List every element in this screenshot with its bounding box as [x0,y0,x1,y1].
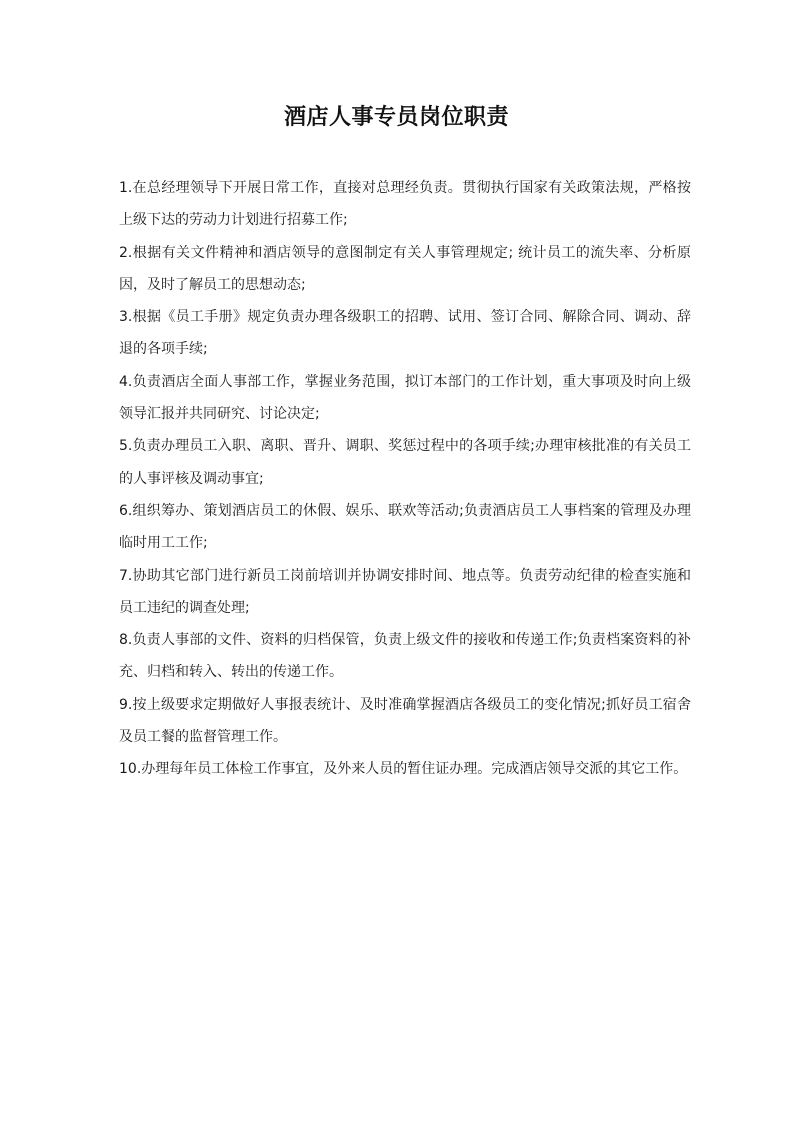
duty-item-8: 8.负责人事部的文件、资料的归档保管，负责上级文件的接收和传递工作;负责档案资料的补充、归档和转入、转出的传递工作。 [119,632,691,681]
duty-item-1: 1.在总经理领导下开展日常工作，直接对总理经负责。贯彻执行国家有关政策法规，严格按上级下达的劳动力计划进行招募工作; [119,180,691,229]
duty-item-9: 9.按上级要求定期做好人事报表统计、及时准确掌握酒店各级员工的变化情况;抓好员工宿舍及员工餐的监督管理工作。 [119,696,691,746]
duty-item-5: 5.负责办理员工入职、离职、晋升、调职、奖惩过程中的各项手续;办理审核批准的有关员工的人事评核及调动事宜; [119,438,691,487]
duty-item-7: 7.协助其它部门进行新员工岗前培训并协调安排时间、地点等。负责劳动纪律的检查实施和员工违纪的调查处理; [119,567,691,616]
duty-item-6: 6.组织筹办、策划酒店员工的休假、娱乐、联欢等活动;负责酒店员工人事档案的管理及办理临时用工工作; [119,502,691,552]
document-body [119,172,691,786]
duty-item-4: 4.负责酒店全面人事部工作，掌握业务范围，拟订本部门的工作计划，重大事项及时向上级领导汇报并共同研究、讨论决定; [119,373,691,423]
duty-item-3: 3.根据《员工手册》规定负责办理各级职工的招聘、试用、签订合同、解除合同、调动、辞退的各项手续; [119,309,691,358]
duty-item-10: 10.办理每年员工体检工作事宜，及外来人员的暂住证办理。完成酒店领导交派的其它工作。 [119,761,688,778]
duty-item-2: 2.根据有关文件精神和酒店领导的意图制定有关人事管理规定; 统计员工的流失率、分析原因，及时了解员工的思想动态; [119,244,691,293]
document-title: 酒店人事专员岗位职责 [283,105,509,130]
